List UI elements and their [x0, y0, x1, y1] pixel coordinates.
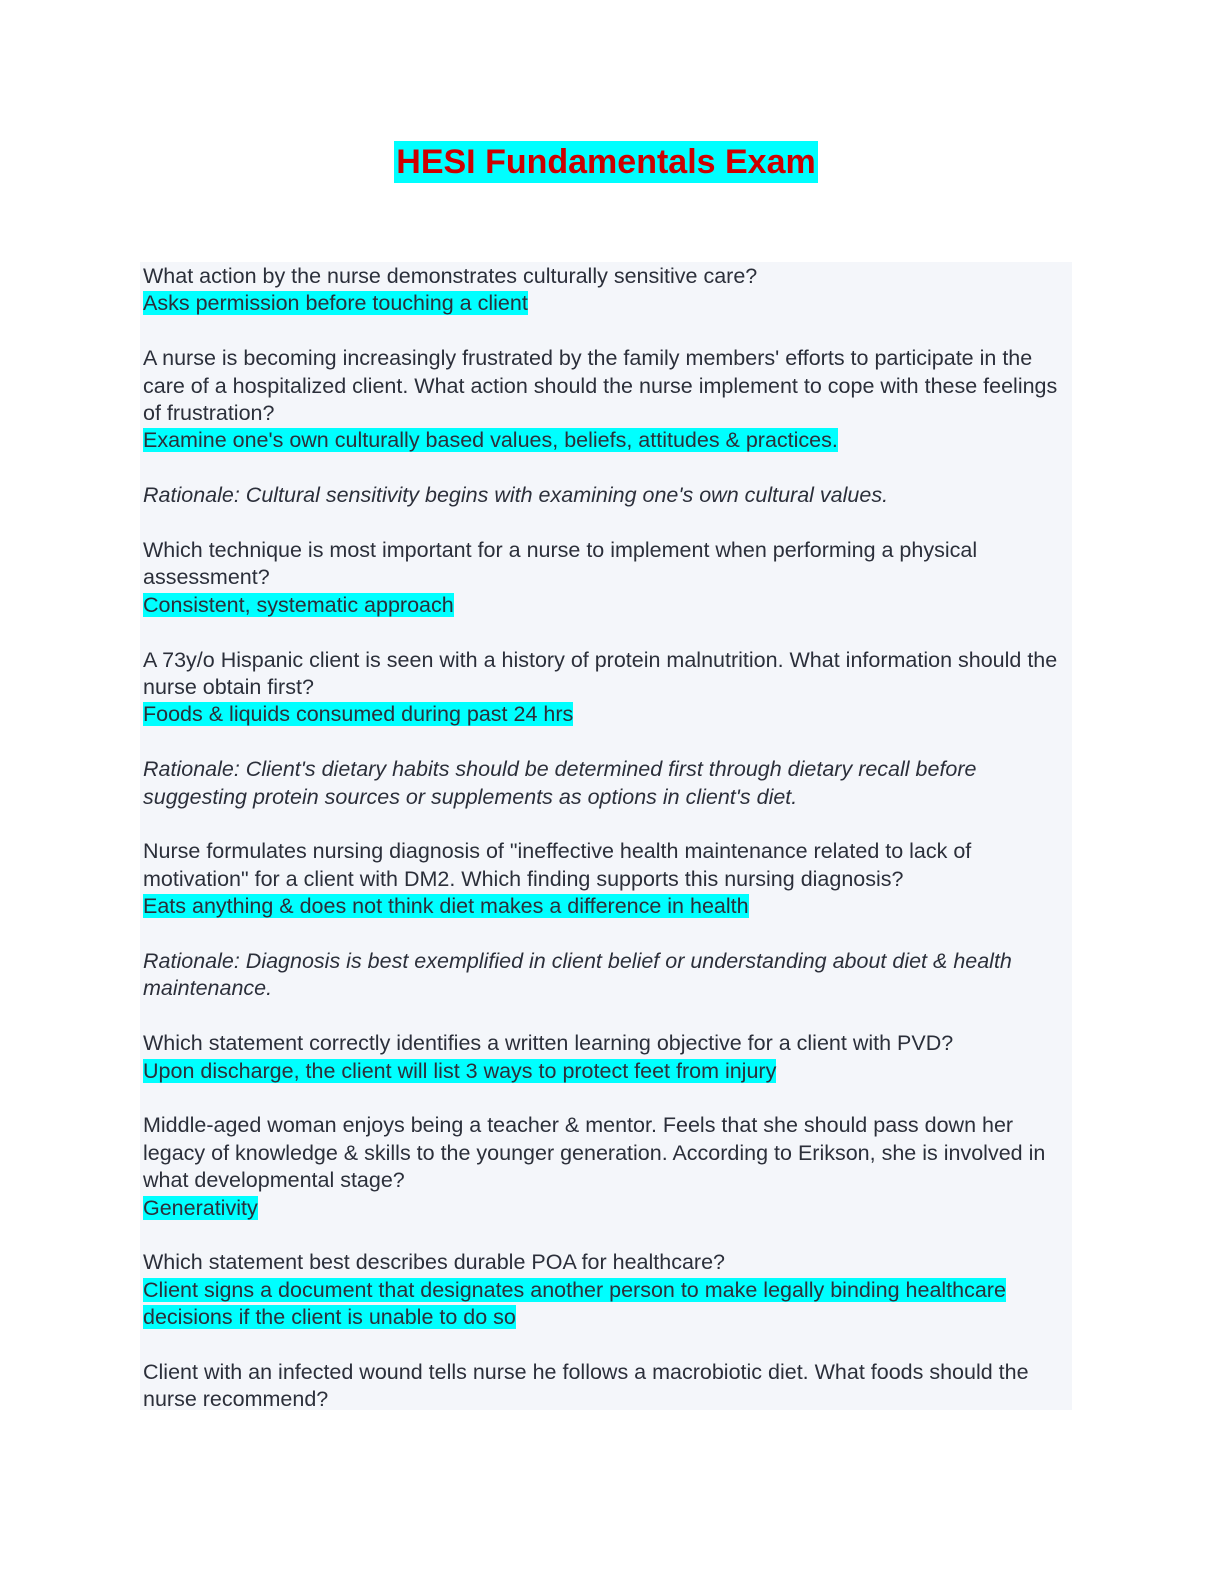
rationale-item: [143, 948, 1073, 1003]
qa-item: [143, 838, 1073, 920]
rationale-item: [143, 482, 1073, 509]
answer-text: Consistent, systematic approach: [143, 592, 454, 617]
qa-item: [143, 1030, 1073, 1085]
answer-text: Eats anything & does not think diet makes a difference in health: [143, 894, 749, 919]
answer-text: Asks permission before touching a client: [143, 291, 528, 316]
qa-list: [143, 263, 1073, 1441]
rationale-text: Rationale: Client's dietary habits should be determined first through dietary recall before suggesting protein sources or supplements as options in client's diet.: [143, 757, 977, 809]
qa-item: [143, 1249, 1073, 1331]
question-text: Which technique is most important for a nurse to implement when performing a physical assessment?: [143, 538, 978, 590]
highlighted-answer: [143, 1058, 1073, 1085]
qa-item: [143, 345, 1073, 455]
question-text: Nurse formulates nursing diagnosis of "ineffective health maintenance related to lack of motivation" for a client with DM2. Which finding supports this nursing diagnosis?: [143, 839, 972, 891]
rationale-text: Rationale: Diagnosis is best exemplified in client belief or understanding about diet & health maintenance.: [143, 949, 1012, 1001]
qa-item: [143, 1359, 1073, 1414]
rationale-item: [143, 756, 1073, 811]
qa-item: [143, 1112, 1073, 1222]
question-text: What action by the nurse demonstrates culturally sensitive care?: [143, 264, 758, 288]
question-text: Which statement correctly identifies a written learning objective for a client with PVD?: [143, 1031, 954, 1056]
answer-text: Client signs a document that designates another person to make legally binding healthcare decisions if the client is unable to do so: [143, 1277, 1006, 1330]
highlighted-answer: [143, 1195, 1073, 1222]
question-text: Which statement best describes durable POA for healthcare?: [143, 1250, 726, 1275]
question-text: Middle-aged woman enjoys being a teacher & mentor. Feels that she should pass down her legacy of knowledge & skills to the younger generation. According to Erikson, she is involved in what developmental stage?: [143, 1113, 1046, 1193]
highlighted-answer: [143, 1277, 1073, 1332]
rationale-text: Rationale: Cultural sensitivity begins with examining one's own cultural values.: [143, 483, 889, 508]
answer-text: Generativity: [143, 1195, 258, 1220]
answer-text: Examine one's own culturally based values, beliefs, attitudes & practices.: [143, 428, 838, 453]
answer-text: Foods & liquids consumed during past 24 hrs: [143, 702, 574, 727]
question-text: A 73y/o Hispanic client is seen with a history of protein malnutrition. What information should the nurse obtain first?: [143, 647, 1058, 700]
highlighted-answer: [143, 893, 1073, 920]
highlighted-answer: [143, 290, 1073, 317]
document-title: HESI Fundamentals Exam: [396, 143, 816, 181]
question-text: Client with an infected wound tells nurse he follows a macrobiotic diet. What foods should the nurse recommend?: [143, 1360, 1029, 1412]
answer-text: Upon discharge, the client will list 3 ways to protect feet from injury: [143, 1058, 777, 1083]
question-text: A nurse is becoming increasingly frustrated by the family members' efforts to participate in the care of a hospitalized client. What action should the nurse implement to cope with these feelings of frustration?: [143, 346, 1058, 426]
qa-item: [143, 647, 1073, 729]
highlighted-answer: [143, 592, 1073, 619]
qa-item: [143, 537, 1073, 619]
highlighted-answer: [143, 427, 1073, 454]
title-container: [0, 141, 1212, 183]
qa-item: [143, 263, 1073, 318]
highlighted-answer: [143, 701, 1073, 728]
